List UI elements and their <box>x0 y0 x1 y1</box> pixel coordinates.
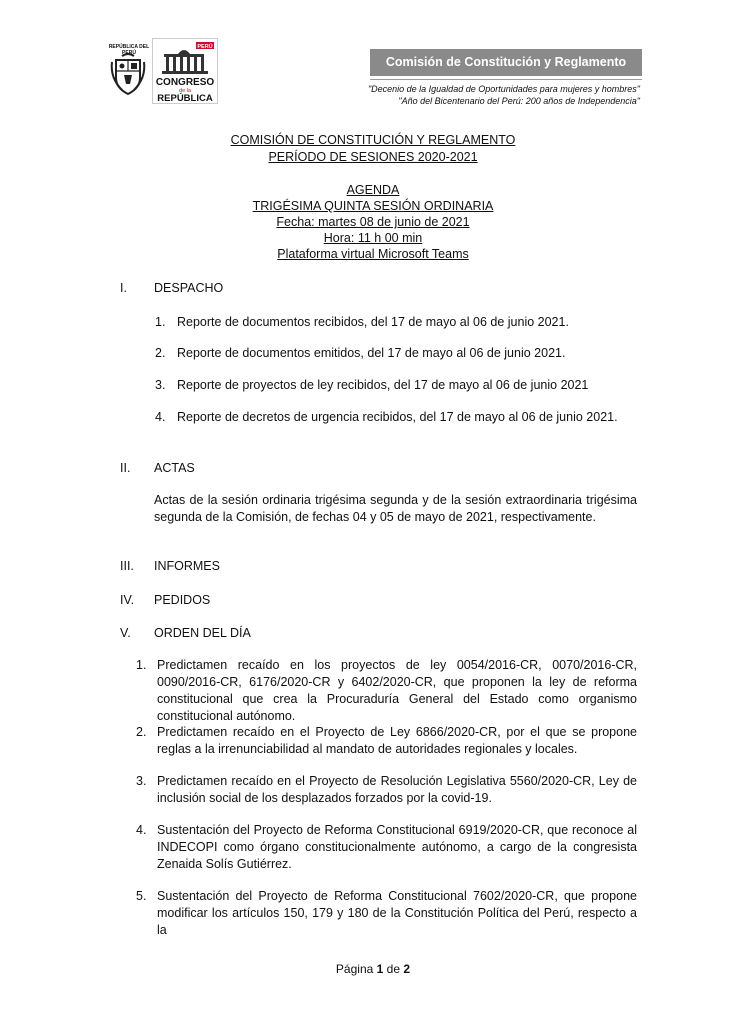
session-platform: Plataforma virtual Microsoft Teams <box>277 247 469 261</box>
agenda-heading: AGENDA <box>346 183 400 197</box>
doc-title-line1: COMISIÓN DE CONSTITUCIÓN Y REGLAMENTO <box>230 133 516 147</box>
section-orden-title: ORDEN DEL DÍA <box>154 626 251 640</box>
shield-caption: REPÚBLICA DEL PERÚ <box>108 44 150 56</box>
despacho-item-number: 4. <box>155 410 166 424</box>
section-number: II. <box>120 461 131 475</box>
orden-item: Sustentación del Proyecto de Reforma Constitucional 7602/2020-CR, que propone modificar los artículos 150, 179 y 180 de la Constitución Política del Perú, respecto a la <box>157 889 637 937</box>
year-motto: "Año del Bicentenario del Perú: 200 años de Independencia" <box>398 96 640 106</box>
despacho-item: Reporte de proyectos de ley recibidos, del 17 de mayo al 06 de junio 2021 <box>177 378 589 392</box>
page-mid: de <box>386 962 401 976</box>
page-current: 1 <box>376 962 384 976</box>
orden-item-number: 5. <box>136 889 147 903</box>
session-time: Hora: 11 h 00 min <box>323 231 423 245</box>
despacho-item-number: 3. <box>155 378 166 392</box>
commission-banner: Comisión de Constitución y Reglamento <box>370 49 642 76</box>
banner-divider <box>370 79 642 80</box>
section-number: III. <box>120 559 134 573</box>
logo-dela: de la <box>179 88 191 94</box>
section-actas-title: ACTAS <box>154 461 195 475</box>
session-date: Fecha: martes 08 de junio de 2021 <box>276 215 470 229</box>
orden-item: Predictamen recaído en el Proyecto de Resolución Legislativa 5560/2020-CR, Ley de inclusión social de los desplazados forzados por la covid-19. <box>157 774 637 805</box>
doc-title-line2: PERÍODO DE SESIONES 2020-2021 <box>268 150 478 164</box>
logo-republica: REPÚBLICA <box>157 93 213 104</box>
decade-motto: "Decenio de la Igualdad de Oportunidades para mujeres y hombres" <box>367 84 640 94</box>
despacho-item: Reporte de decretos de urgencia recibidos, del 17 de mayo al 06 de junio 2021. <box>177 410 618 424</box>
congreso-logo <box>152 38 218 104</box>
section-informes-title: INFORMES <box>154 559 220 573</box>
logo-congreso: CONGRESO <box>155 77 215 88</box>
page-total: 2 <box>403 962 411 976</box>
actas-paragraph: Actas de la sesión ordinaria trigésima segunda y de la sesión extraordinaria trigésima segunda de la Comisión, de fechas 04 y 05 de mayo de 2021, respectivamente. <box>154 493 637 524</box>
section-number: IV. <box>120 593 135 607</box>
page-number <box>0 962 746 976</box>
orden-item: Predictamen recaído en el Proyecto de Ley 6866/2020-CR, por el que se propone reglas a la irrenunciabilidad al mandato de autoridades regionales y locales. <box>157 725 637 756</box>
despacho-item: Reporte de documentos emitidos, del 17 de mayo al 06 de junio 2021. <box>177 346 566 360</box>
section-number: V. <box>120 626 131 640</box>
orden-item-number: 4. <box>136 823 147 837</box>
orden-item: Sustentación del Proyecto de Reforma Constitucional 6919/2020-CR, que reconoce al INDECOPI como órgano constitucionalmente autónomo, a cargo de la congresista Zenaida Solís Gutiérrez. <box>157 823 637 871</box>
despacho-item-number: 2. <box>155 346 166 360</box>
logo-peru: PERÚ <box>197 44 213 50</box>
orden-item-number: 1. <box>136 658 147 672</box>
section-pedidos-title: PEDIDOS <box>154 593 211 607</box>
section-despacho-title: DESPACHO <box>154 281 224 295</box>
orden-item-number: 3. <box>136 774 147 788</box>
orden-item-number: 2. <box>136 725 147 739</box>
section-number: I. <box>120 281 127 295</box>
session-title: TRIGÉSIMA QUINTA SESIÓN ORDINARIA <box>252 199 494 213</box>
despacho-item-number: 1. <box>155 315 166 329</box>
despacho-item: Reporte de documentos recibidos, del 17 de mayo al 06 de junio 2021. <box>177 315 569 329</box>
orden-item: Predictamen recaído en los proyectos de ley 0054/2016-CR, 0070/2016-CR, 0090/2016-CR, 6176/2020-CR y 6402/2020-CR, que proponen la ley de reforma constitucional que crea la Procuraduría General del Estado como organismo constitucional autónomo. <box>157 658 637 723</box>
page-prefix: Página <box>335 962 374 976</box>
